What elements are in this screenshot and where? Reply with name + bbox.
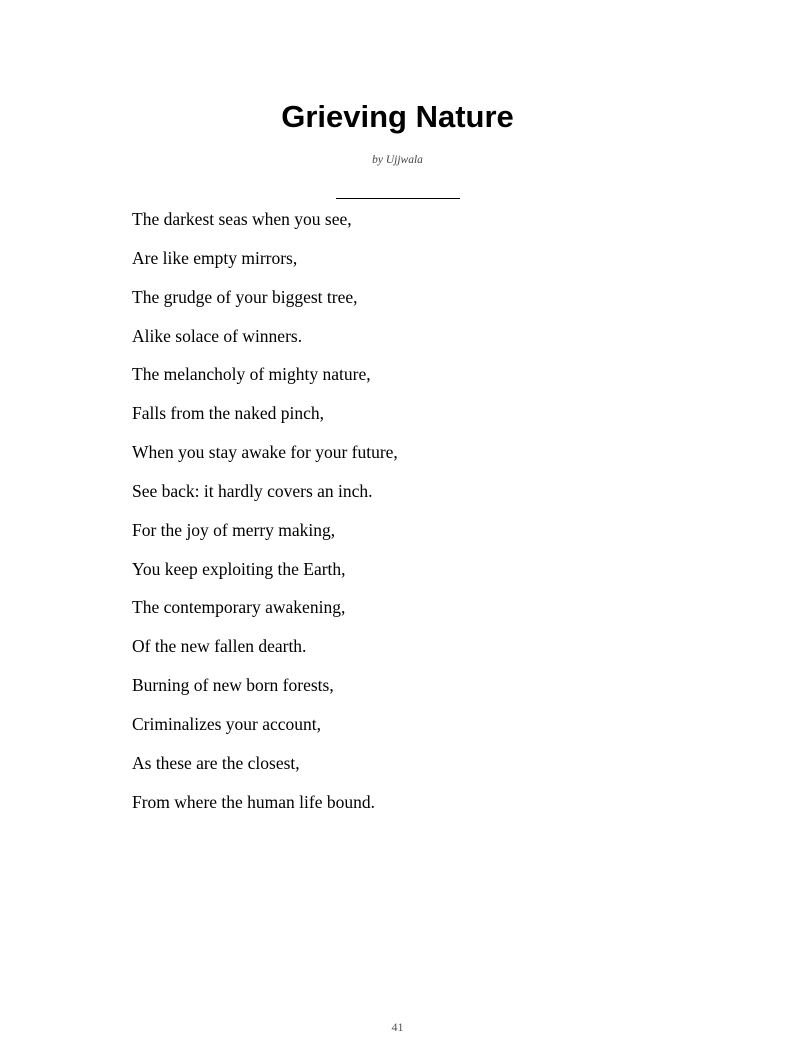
title-divider: [336, 198, 460, 199]
poem-line: The contemporary awakening,: [132, 597, 346, 618]
poem-line: Criminalizes your account,: [132, 713, 322, 734]
poem-line: When you stay awake for your future,: [132, 442, 398, 463]
poem-line: Falls from the naked pinch,: [132, 403, 324, 424]
poem-line: From where the human life bound.: [132, 791, 376, 812]
poem-line: For the joy of merry making,: [132, 519, 336, 540]
author-byline: by Ujjwala: [372, 154, 423, 166]
poem-body: [132, 208, 398, 830]
poem-line: The darkest seas when you see,: [132, 209, 352, 229]
poem-line: Are like empty mirrors,: [132, 247, 298, 268]
poem-title: Grieving Nature: [281, 99, 514, 134]
poem-line: You keep exploiting the Earth,: [132, 558, 346, 579]
page-number: 41: [391, 1020, 404, 1034]
poem-line: Burning of new born forests,: [132, 675, 334, 696]
poem-line: See back: it hardly covers an inch.: [132, 480, 373, 501]
poem-line: Of the new fallen dearth.: [132, 636, 307, 657]
poem-line: The grudge of your biggest tree,: [132, 286, 358, 307]
poem-line: The melancholy of mighty nature,: [132, 364, 371, 385]
poem-line: As these are the closest,: [132, 752, 300, 773]
poem-line: Alike solace of winners.: [132, 325, 303, 346]
